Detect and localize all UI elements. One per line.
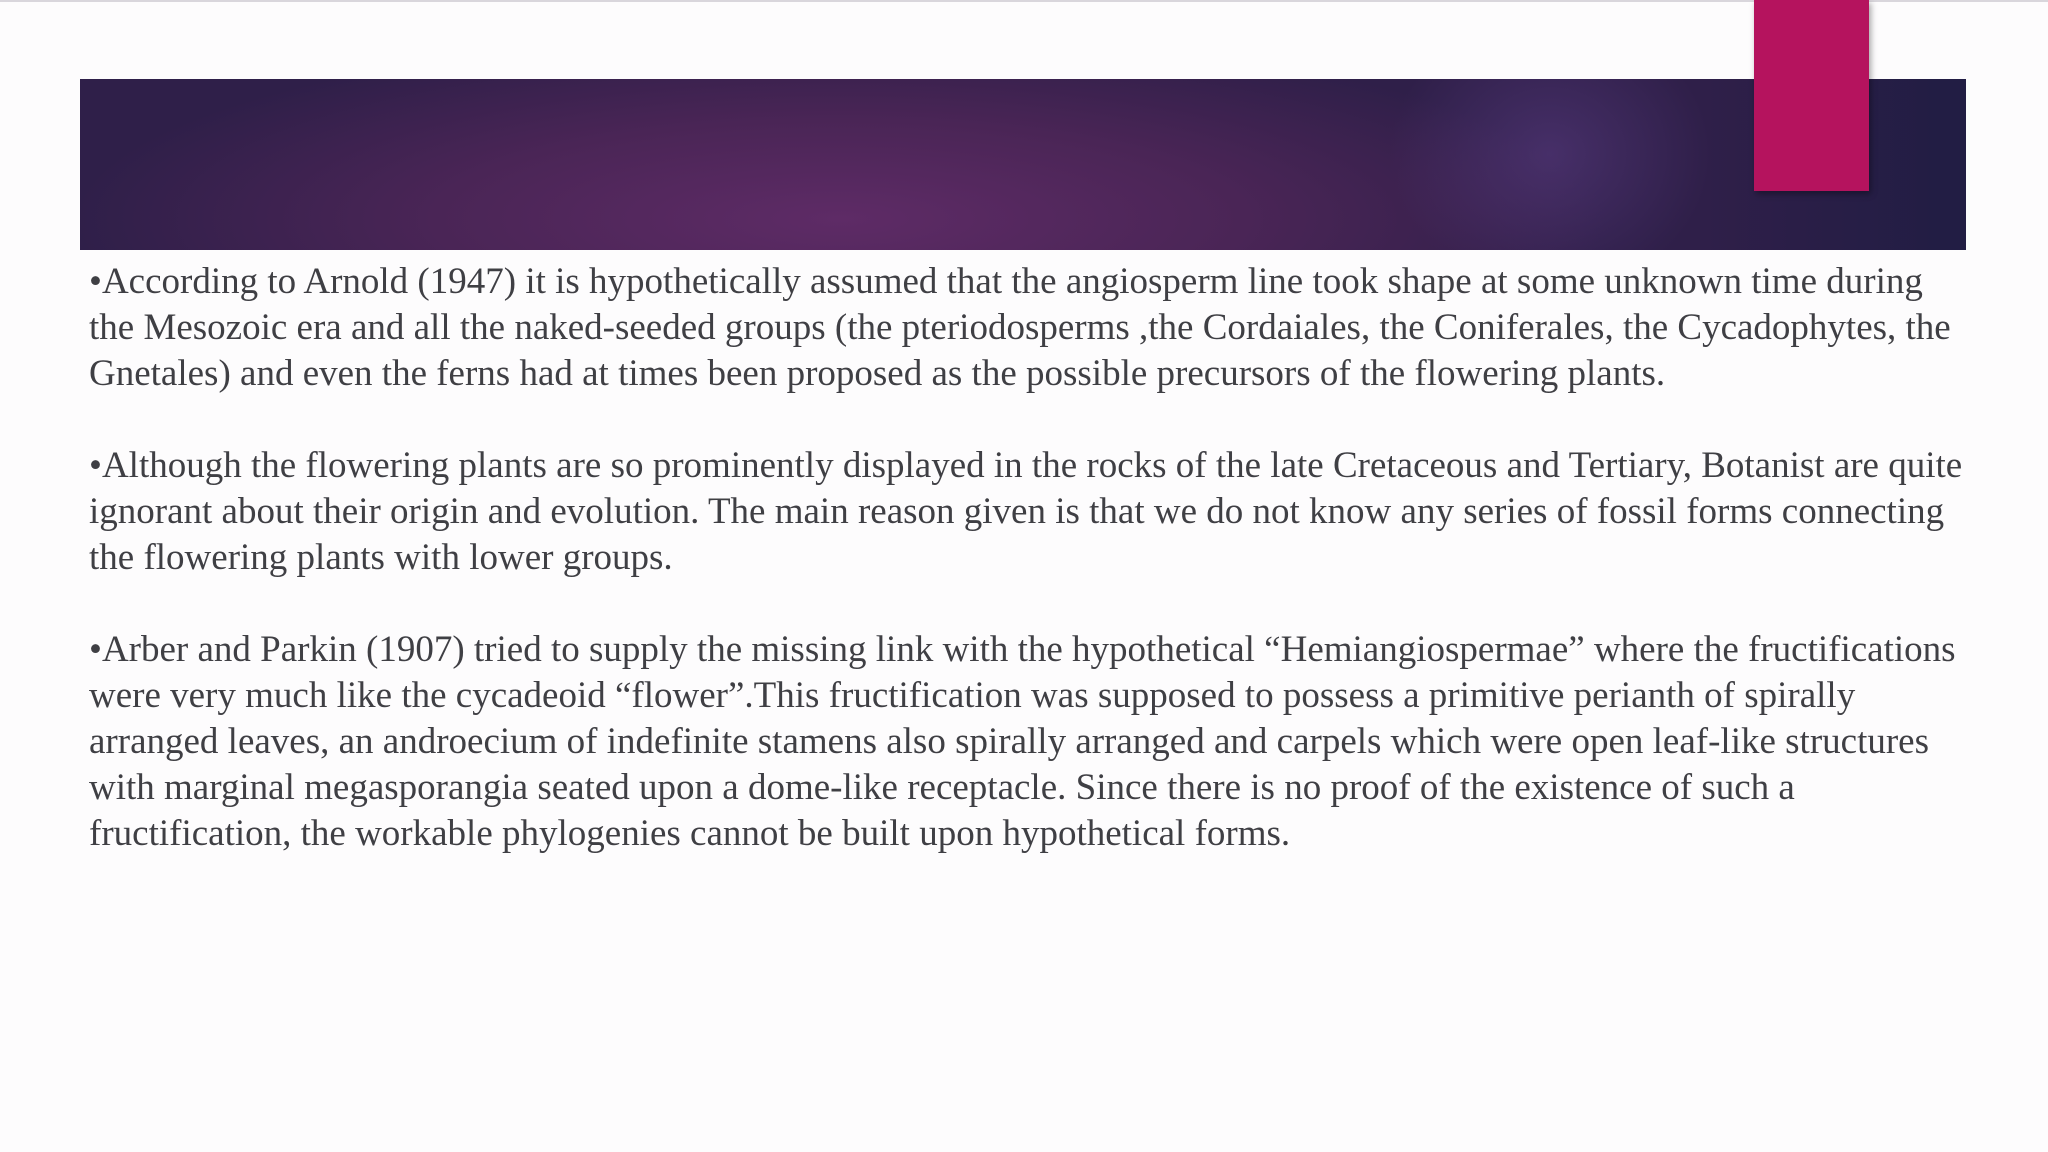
- accent-tab: [1754, 0, 1869, 191]
- title-banner: [80, 79, 1966, 250]
- slide-body: [89, 259, 1969, 857]
- top-divider: [0, 0, 2048, 2]
- paragraph-arnold: •According to Arnold (1947) it is hypothetically assumed that the angiosperm line took shape at some unknown time during the Mesozoic era and all the naked-seeded groups (the pteriodosperms ,the Cordaiales, the Coniferales, the Cycadophytes, the Gnetales) and even the ferns had at times been proposed as the possible precursors of the flowering plants.: [89, 261, 1951, 394]
- paragraph-origin: •Although the flowering plants are so prominently displayed in the rocks of the late Cretaceous and Tertiary, Botanist are quite ignorant about their origin and evolution. The main reason given is that we do not know any series of fossil forms connecting the flowering plants with lower groups.: [89, 445, 1963, 578]
- paragraph-arber-parkin: •Arber and Parkin (1907) tried to supply the missing link with the hypothetical “Hemiangiospermae” where the fructifications were very much like the cycadeoid “flower”.This fructification was supposed to possess a primitive perianth of spirally arranged leaves, an androecium of indefinite stamens also spirally arranged and carpels which were open leaf-like structures with marginal megasporangia seated upon a dome-like receptacle. Since there is no proof of the existence of such a fructification, the workable phylogenies cannot be built upon hypothetical forms.: [89, 629, 1956, 854]
